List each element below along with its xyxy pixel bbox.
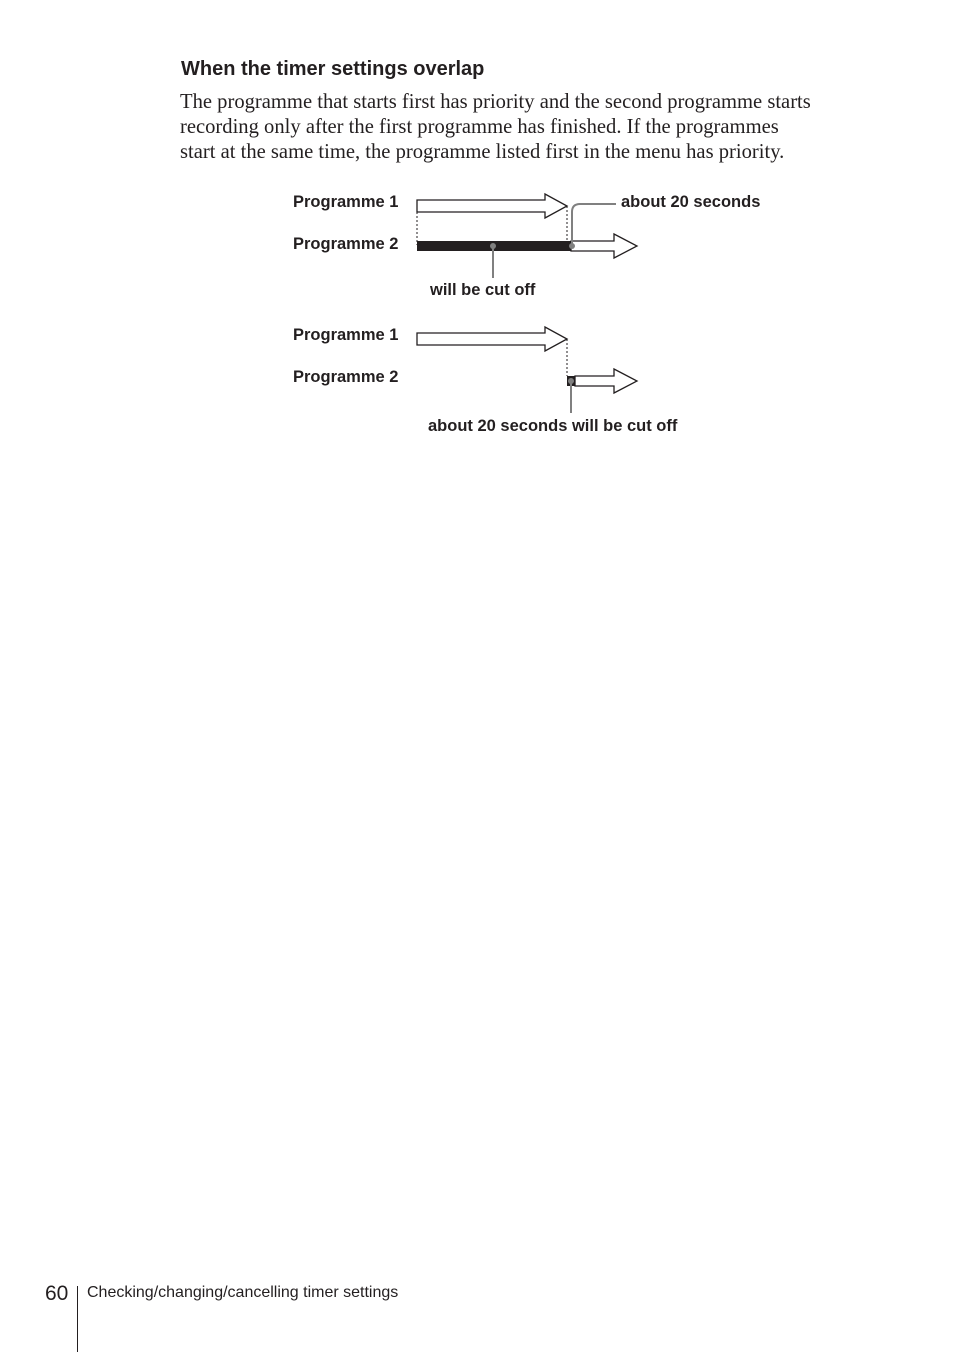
programme-1-arrow [417, 194, 567, 218]
body-line: start at the same time, the programme listed first in the menu has priority. [180, 141, 785, 163]
overlap-callout-line [572, 204, 616, 246]
programme-2-arrow [571, 234, 637, 258]
programme-1-label: Programme 1 [293, 193, 399, 211]
footer-section-title: Checking/changing/cancelling timer settings [87, 1284, 399, 1301]
cut-callout-label: will be cut off [430, 281, 536, 299]
overlap-diagram-bottom [293, 326, 678, 435]
programme-2-label: Programme 2 [293, 368, 399, 386]
overlap-diagram-top [293, 193, 760, 299]
page-number: 60 [45, 1282, 69, 1305]
programme-1-label: Programme 1 [293, 326, 399, 344]
cut-callout-label: about 20 seconds will be cut off [428, 417, 678, 435]
programme-2-label: Programme 2 [293, 235, 399, 253]
body-line: The programme that starts first has priority and the second programme starts [180, 91, 811, 113]
body-line: recording only after the first programme has finished. If the programmes [180, 116, 779, 138]
cut-callout-dot [568, 378, 574, 384]
footer-divider [77, 1286, 78, 1352]
programme-1-arrow [417, 327, 567, 351]
programme-2-arrow [575, 369, 637, 393]
overlap-callout-label: about 20 seconds [621, 193, 761, 211]
cut-callout-dot [490, 243, 496, 249]
timer-overlap-diagram [0, 0, 954, 460]
section-heading: When the timer settings overlap [181, 58, 485, 80]
overlap-callout-dot [569, 243, 575, 249]
